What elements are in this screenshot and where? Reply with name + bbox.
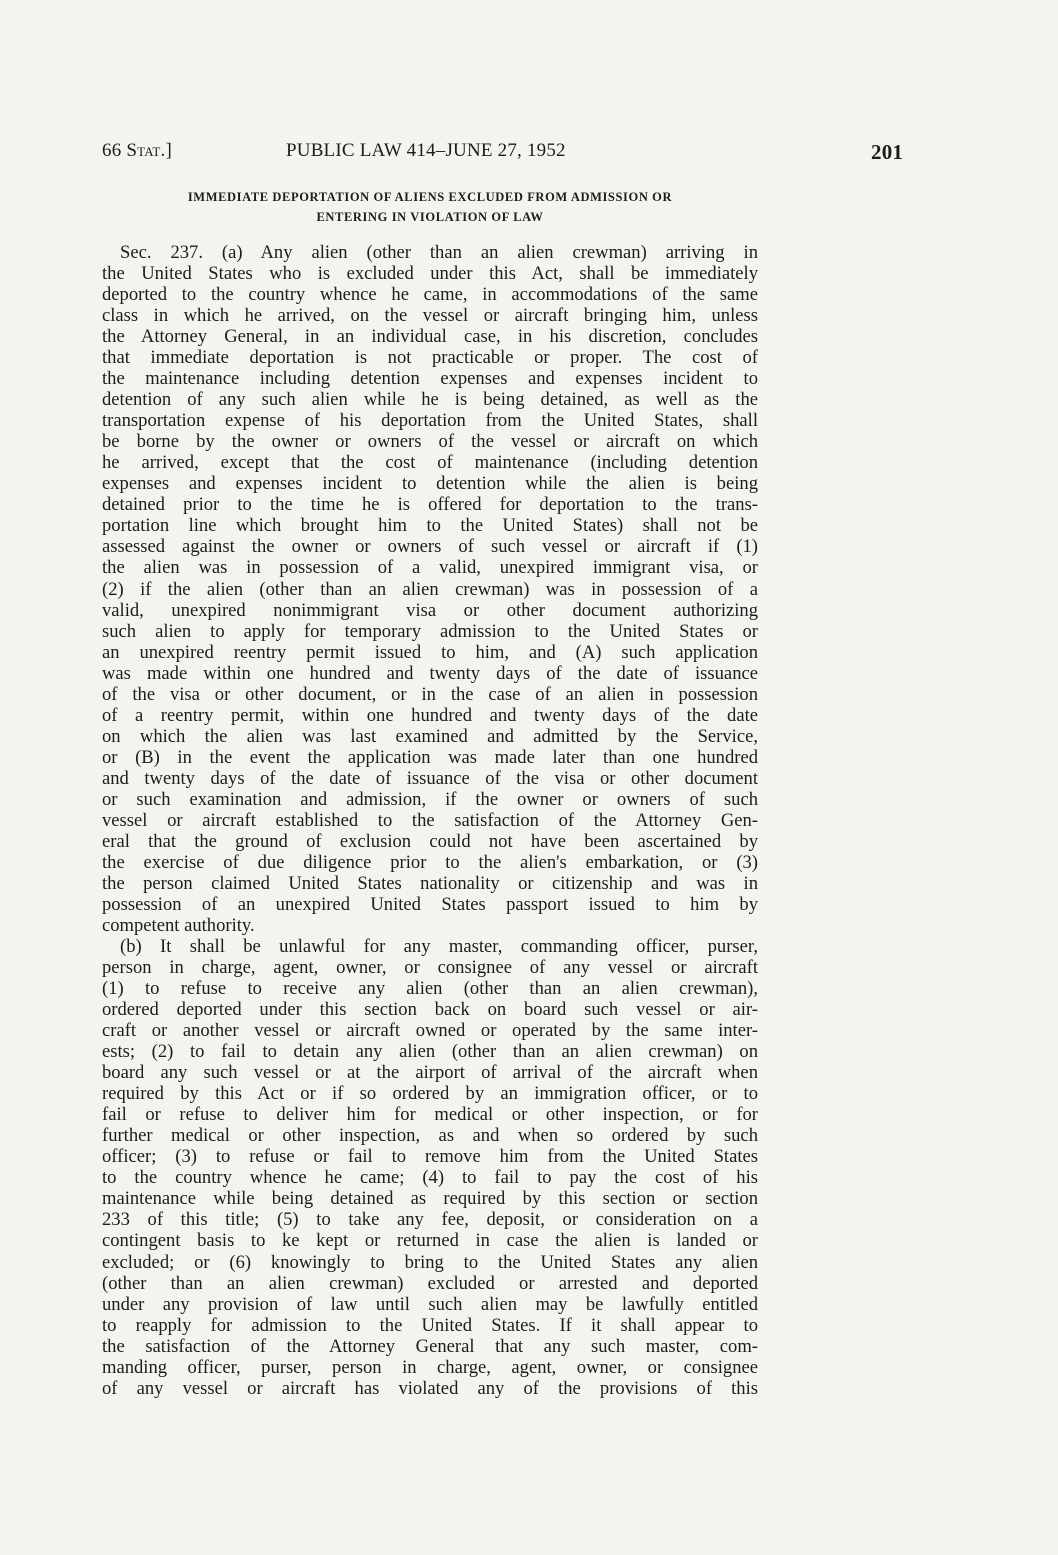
text-line: (1) to refuse to receive any alien (other than an alien crewman), [102, 978, 758, 1000]
text-line: to reapply for admission to the United States. If it shall appear to [102, 1314, 758, 1336]
text-line: under any provision of law until such alien may be lawfully entitled [102, 1293, 758, 1315]
text-line: or such examination and admission, if the owner or owners of such [102, 788, 758, 810]
text-line: he arrived, except that the cost of maintenance (including detention [102, 452, 758, 474]
text-line: contingent basis to ke kept or returned in case the alien is landed or [102, 1230, 758, 1252]
text-line: valid, unexpired nonimmigrant visa or other document authorizing [102, 599, 758, 621]
text-line: eral that the ground of exclusion could not have been ascertained by [102, 830, 758, 852]
text-line: that immediate deportation is not practicable or proper. The cost of [102, 347, 758, 369]
text-line: 233 of this title; (5) to take any fee, deposit, or consideration on a [102, 1209, 758, 1231]
text-line: detention of any such alien while he is being detained, as well as the [102, 389, 758, 411]
text-line: the alien was in possession of a valid, unexpired immigrant visa, or [102, 557, 758, 579]
text-line: of any vessel or aircraft has violated any of the provisions of this [102, 1377, 758, 1399]
text-line: craft or another vessel or aircraft owned or operated by the same inter- [102, 1020, 758, 1042]
text-line: further medical or other inspection, as and when so ordered by such [102, 1125, 758, 1147]
text-line: manding officer, purser, person in charge, agent, owner, or consignee [102, 1356, 758, 1378]
text-line: board any such vessel or at the airport of arrival of the aircraft when [102, 1062, 758, 1084]
text-line: ordered deported under this section back on board such vessel or air- [102, 999, 758, 1021]
text-line: of the visa or other document, or in the case of an alien in possession [102, 683, 758, 705]
text-line: the person claimed United States nationality or citizenship and was in [102, 872, 758, 894]
body-text [102, 242, 758, 1399]
running-head-title: PUBLIC LAW 414–JUNE 27, 1952 [286, 140, 566, 161]
text-line: expenses and expenses incident to detention while the alien is being [102, 473, 758, 495]
text-line: such alien to apply for temporary admission to the United States or [102, 620, 758, 642]
text-line: and twenty days of the date of issuance of the visa or other document [102, 767, 758, 789]
text-line: person in charge, agent, owner, or consignee of any vessel or aircraft [102, 957, 758, 979]
text-line: deported to the country whence he came, in accommodations of the same [102, 284, 758, 306]
text-line: on which the alien was last examined and admitted by the Service, [102, 725, 758, 747]
text-line: required by this Act or if so ordered by an immigration officer, or to [102, 1083, 758, 1105]
text-line: the satisfaction of the Attorney General that any such master, com- [102, 1335, 758, 1357]
text-line: or (B) in the event the application was made later than one hundred [102, 746, 758, 768]
text-line: portation line which brought him to the United States) shall not be [102, 515, 758, 537]
text-line: competent authority. [102, 915, 255, 936]
page-number: 201 [871, 140, 904, 164]
text-line: (b) It shall be unlawful for any master, commanding officer, purser, [120, 936, 758, 958]
text-line: excluded; or (6) knowingly to bring to the United States any alien [102, 1251, 758, 1273]
text-line: ests; (2) to fail to detain any alien (other than an alien crewman) on [102, 1041, 758, 1063]
text-line: be borne by the owner or owners of the vessel or aircraft on which [102, 431, 758, 453]
section-heading-line: ENTERING IN VIOLATION OF LAW [316, 210, 544, 224]
text-line: maintenance while being detained as required by this section or section [102, 1188, 758, 1210]
text-line: vessel or aircraft established to the satisfaction of the Attorney Gen- [102, 809, 758, 831]
text-line: possession of an unexpired United States passport issued to him by [102, 893, 758, 915]
text-line: assessed against the owner or owners of such vessel or aircraft if (1) [102, 536, 758, 558]
text-line: (other than an alien crewman) excluded or arrested and deported [102, 1272, 758, 1294]
text-line: the exercise of due diligence prior to the alien's embarkation, or (3) [102, 851, 758, 873]
text-line: the United States who is excluded under this Act, shall be immediately [102, 263, 758, 285]
text-line: was made within one hundred and twenty days of the date of issuance [102, 662, 758, 684]
text-line: an unexpired reentry permit issued to him, and (A) such application [102, 641, 758, 663]
text-line: detained prior to the time he is offered for deportation to the trans- [102, 494, 758, 516]
section-heading-line: IMMEDIATE DEPORTATION OF ALIENS EXCLUDED FROM ADMISSION OR [187, 190, 673, 204]
running-head-volume: 66 Stat.] [102, 140, 172, 161]
text-line: Sec. 237. (a) Any alien (other than an alien crewman) arriving in [120, 242, 758, 263]
text-line: (2) if the alien (other than an alien crewman) was in possession of a [102, 578, 758, 600]
text-line: of a reentry permit, within one hundred and twenty days of the date [102, 704, 758, 726]
text-line: the maintenance including detention expenses and expenses incident to [102, 368, 758, 390]
text-line: class in which he arrived, on the vessel or aircraft bringing him, unless [102, 305, 758, 327]
text-line: fail or refuse to deliver him for medical or other inspection, or for [102, 1104, 758, 1126]
text-line: the Attorney General, in an individual case, in his discretion, concludes [102, 326, 758, 348]
text-line: to the country whence he came; (4) to fail to pay the cost of his [102, 1167, 758, 1189]
text-line: transportation expense of his deportation from the United States, shall [102, 410, 758, 432]
text-line: officer; (3) to refuse or fail to remove him from the United States [102, 1146, 758, 1168]
